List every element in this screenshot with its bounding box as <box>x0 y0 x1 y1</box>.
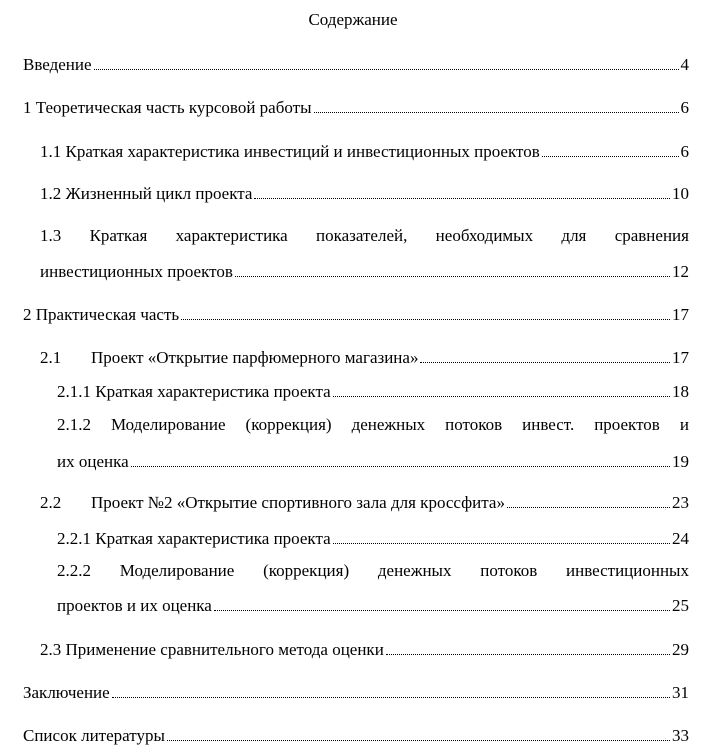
toc-entry-chapter-1[interactable] <box>23 96 689 118</box>
toc-entry-word: потоков <box>480 561 538 580</box>
toc-page-number: 4 <box>680 55 689 74</box>
dot-leader <box>333 542 670 544</box>
toc-title: Содержание <box>308 10 398 29</box>
toc-entry-chapter-2[interactable] <box>23 303 689 325</box>
toc-entry-word: (коррекция) <box>245 415 332 434</box>
toc-entry-word: показателей, <box>316 226 408 245</box>
toc-entry-justified-line <box>40 226 689 248</box>
toc-entry-text: Список литературы <box>23 726 165 745</box>
dot-leader <box>112 696 670 698</box>
toc-entry-text: проектов и их оценка <box>57 596 212 615</box>
toc-page-number: 19 <box>672 452 689 471</box>
toc-entry-text: 2 Практическая часть <box>23 305 180 324</box>
toc-entry-word: денежных <box>377 561 452 580</box>
toc-page-number: 12 <box>672 262 689 281</box>
toc-entry-word: проектов <box>594 415 660 434</box>
toc-entry-word: Моделирование <box>119 561 235 580</box>
toc-entry-introduction[interactable] <box>23 53 689 75</box>
toc-entry-text <box>40 493 505 513</box>
toc-entry-section-2-3[interactable] <box>40 638 689 660</box>
toc-entry-section-1-2[interactable] <box>40 182 689 204</box>
toc-entry-text: их оценка <box>57 452 129 471</box>
dot-leader <box>181 318 670 320</box>
toc-entry-justified-line <box>57 415 689 437</box>
toc-page-number: 24 <box>672 529 689 548</box>
toc-entry-subsection-2-2-1[interactable] <box>57 527 689 549</box>
toc-page-number: 6 <box>680 142 689 161</box>
toc-entry-justified-line <box>57 561 689 583</box>
dot-leader <box>542 155 679 157</box>
toc-entry-text: Введение <box>23 55 92 74</box>
toc-page-number: 25 <box>672 596 689 615</box>
toc-entry-word: сравнения <box>614 226 689 245</box>
toc-entry-word: потоков <box>445 415 503 434</box>
toc-entry-text: 2.1.1 Краткая характеристика проекта <box>57 382 331 401</box>
toc-entry-title: Проект «Открытие парфюмерного магазина» <box>91 348 419 367</box>
toc-entry-word: (коррекция) <box>263 561 350 580</box>
toc-entry-word: инвест. <box>522 415 575 434</box>
toc-entry-text: Заключение <box>23 683 110 702</box>
toc-entry-word: денежных <box>351 415 426 434</box>
toc-page-number: 33 <box>672 726 689 745</box>
dot-leader <box>507 506 670 508</box>
toc-entry-word: характеристика <box>175 226 288 245</box>
toc-entry-text: 2.2.1 Краткая характеристика проекта <box>57 529 331 548</box>
toc-entry-word: Моделирование <box>110 415 226 434</box>
toc-entry-continuation <box>57 450 689 472</box>
toc-page-number: 23 <box>672 493 689 512</box>
dot-leader <box>314 111 679 113</box>
toc-entry-section-2-2[interactable] <box>40 491 689 513</box>
toc-entry-word: необходимых <box>435 226 534 245</box>
toc-entry-number: 2.1 <box>40 348 62 367</box>
dot-leader <box>131 465 670 467</box>
toc-entry-word: 2.1.2 <box>57 415 91 434</box>
dot-leader <box>214 609 670 611</box>
toc-entry-section-2-1[interactable] <box>40 346 689 368</box>
toc-entry-text: 1 Теоретическая часть курсовой работы <box>23 98 312 117</box>
dot-leader <box>386 653 670 655</box>
toc-entry-continuation <box>40 260 689 282</box>
toc-entry-word: Краткая <box>89 226 148 245</box>
toc-entry-text: инвестиционных проектов <box>40 262 233 281</box>
toc-entry-text: 2.3 Применение сравнительного метода оценки <box>40 640 384 659</box>
toc-entry-text: 1.2 Жизненный цикл проекта <box>40 184 253 203</box>
toc-entry-word: 2.2.2 <box>57 561 91 580</box>
toc-entry-references[interactable] <box>23 724 689 746</box>
toc-entry-continuation <box>57 594 689 616</box>
toc-entry-section-1-1[interactable] <box>40 140 689 162</box>
toc-page-number: 10 <box>672 184 689 203</box>
toc-entry-word: и <box>679 415 689 434</box>
toc-page-number: 17 <box>672 348 689 367</box>
toc-entry-conclusion[interactable] <box>23 681 689 703</box>
dot-leader <box>167 739 670 741</box>
dot-leader <box>254 197 670 199</box>
toc-page-number: 18 <box>672 382 689 401</box>
dot-leader <box>420 361 670 363</box>
toc-entry-title: Проект №2 «Открытие спортивного зала для кроссфита» <box>91 493 505 512</box>
toc-entry-subsection-2-1-1[interactable] <box>57 380 689 402</box>
dot-leader <box>333 395 670 397</box>
toc-entry-word: для <box>561 226 587 245</box>
toc-entry-text: 1.1 Краткая характеристика инвестиций и инвестиционных проектов <box>40 142 540 161</box>
dot-leader <box>94 68 679 70</box>
toc-page-number: 31 <box>672 683 689 702</box>
toc-entry-number: 2.2 <box>40 493 62 512</box>
toc-entry-word: 1.3 <box>40 226 62 245</box>
toc-page-number: 29 <box>672 640 689 659</box>
dot-leader <box>235 275 670 277</box>
toc-page-number: 17 <box>672 305 689 324</box>
toc-entry-word: инвестиционных <box>566 561 689 580</box>
toc-entry-text <box>40 348 418 368</box>
toc-page-number: 6 <box>680 98 689 117</box>
